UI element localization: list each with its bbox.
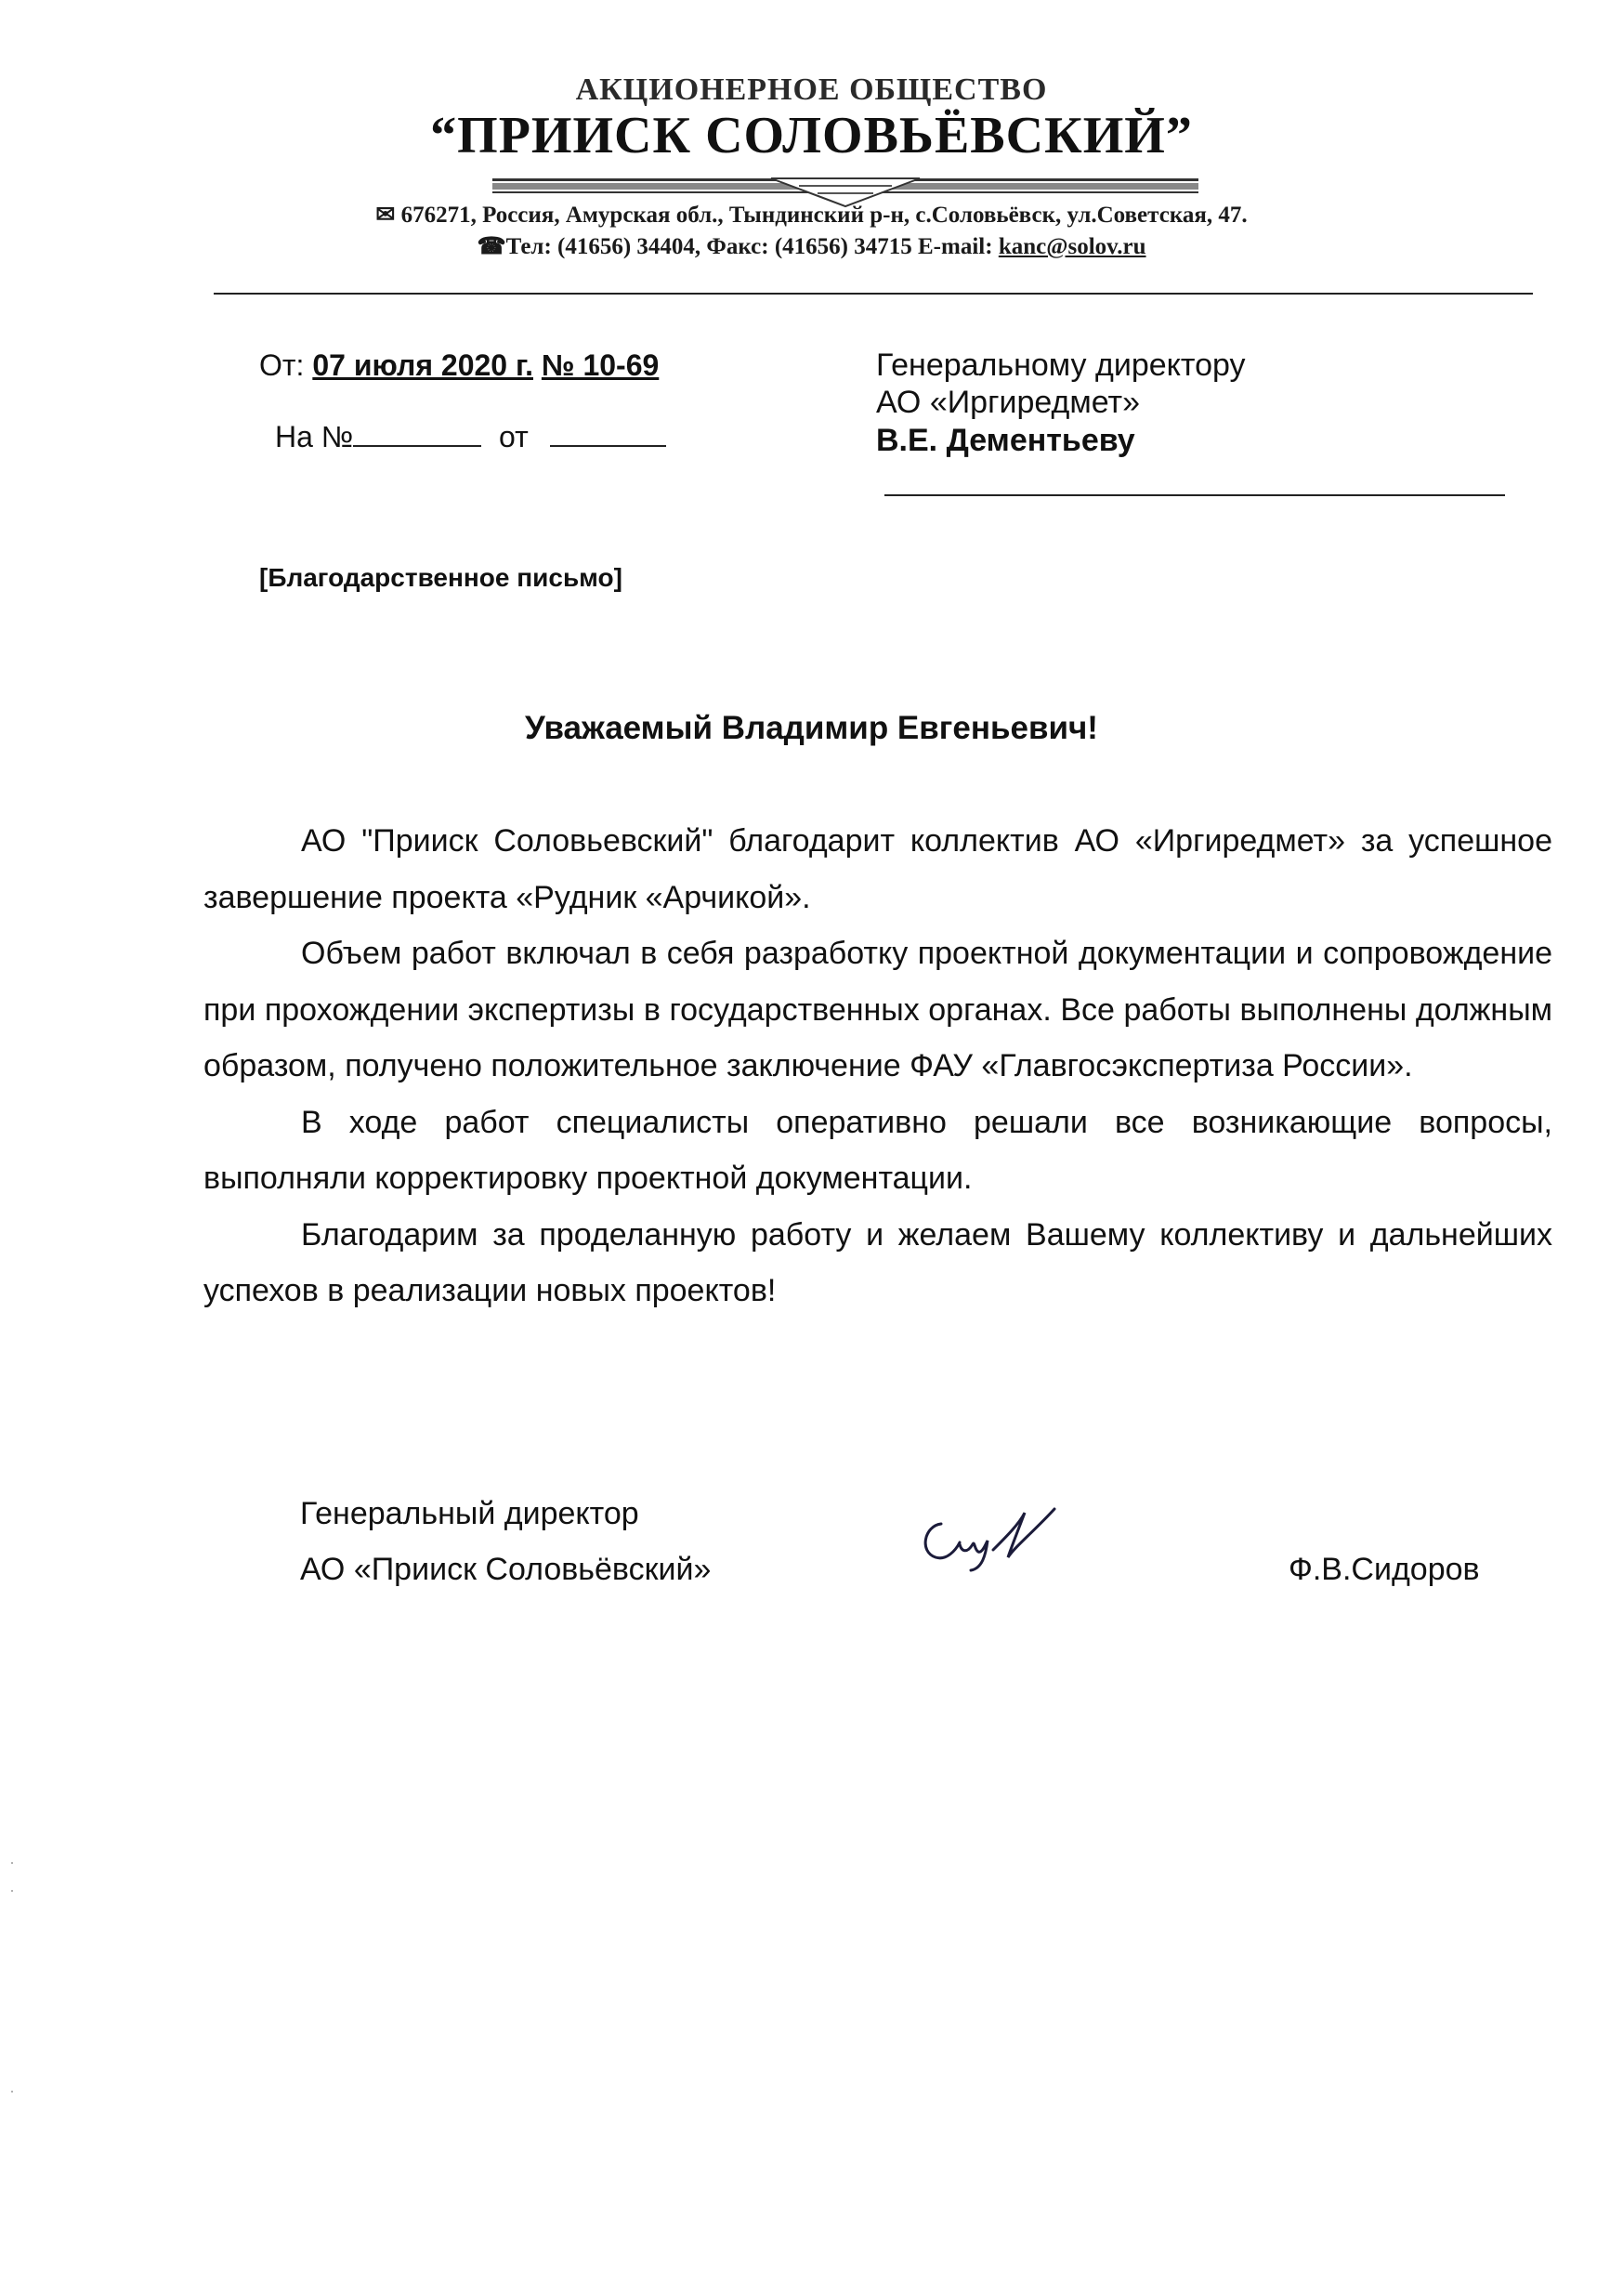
handwritten-signature <box>915 1503 1073 1578</box>
salutation: Уважаемый Владимир Евгеньевич! <box>525 710 1098 746</box>
company-name: “ПРИИСК СОЛОВЬЁВСКИЙ” <box>430 107 1193 164</box>
letter-number: № 10-69 <box>541 348 660 382</box>
letter-date: 07 июля 2020 г. <box>312 348 533 382</box>
letterhead-rule <box>214 293 1533 295</box>
addressee-title: Генеральному директору <box>876 348 1246 383</box>
letter-body <box>203 813 1552 1319</box>
company-type: АКЦИОНЕРНОЕ ОБЩЕСТВО <box>575 72 1048 107</box>
addressee-org: АО «Иргиредмет» <box>876 385 1141 420</box>
body-paragraph: АО "Прииск Соловьевский" благодарит коллектив АО «Иргиредмет» за успешное завершение проекта «Рудник «Арчикой». <box>203 823 1552 915</box>
email-link[interactable]: kanc@solov.ru <box>998 234 1146 259</box>
ref-from-label: от <box>499 420 529 453</box>
telephone-icon: ☎ <box>477 234 506 259</box>
scan-speck <box>11 1862 13 1864</box>
contact-line <box>0 232 1623 260</box>
envelope-icon: ✉ <box>375 203 396 228</box>
phone-fax-text: Тел: (41656) 34404, Факс: (41656) 34715 E-mail: <box>505 234 993 259</box>
ref-label: На № <box>275 420 354 453</box>
body-paragraph: В ходе работ специалисты оперативно решали все возникающие вопросы, выполняли корректировку проектной документации. <box>203 1104 1552 1196</box>
signer-position: Генеральный директор <box>300 1496 639 1531</box>
addressee-name: В.Е. Дементьеву <box>876 423 1135 458</box>
body-paragraph: Объем работ включал в себя разработку проектной документации и сопровождение при прохождении экспертизы в государственных органах. Все работы выполнены должным образом, получено положительное заключение ФАУ «Главгосэкспертиза России». <box>203 936 1552 1083</box>
signer-organization: АО «Прииск Соловьёвский» <box>300 1552 712 1587</box>
subject-line: [Благодарственное письмо] <box>259 563 622 592</box>
ref-date-blank <box>550 421 666 447</box>
from-label: От: <box>259 348 305 382</box>
addressee-rule <box>884 494 1505 496</box>
ref-number-blank <box>353 421 481 447</box>
address-line <box>0 201 1623 229</box>
scan-speck <box>11 2091 13 2093</box>
signer-name: Ф.В.Сидоров <box>1289 1552 1480 1587</box>
body-paragraph: Благодарим за проделанную работу и желаем Вашему коллективу и дальнейших успехов в реализации новых проектов! <box>203 1216 1552 1308</box>
reference-line <box>259 348 659 383</box>
scan-speck <box>11 1890 13 1892</box>
address-text: 676271, Россия, Амурская обл., Тындинский р-н, с.Соловьёвск, ул.Советская, 47. <box>400 203 1248 228</box>
reply-to-line <box>275 420 666 454</box>
